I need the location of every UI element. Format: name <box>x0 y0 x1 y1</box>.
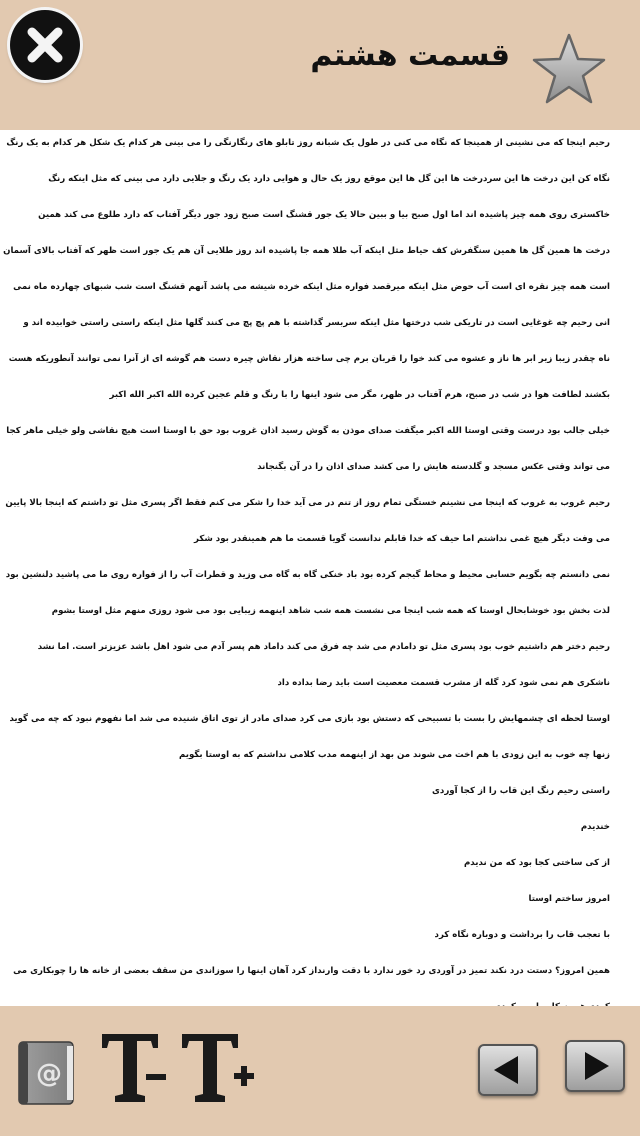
text-line: ناشکری هم نمی شود کرد گله از مشرب قسمت معصیت است باید رضا بداده داد <box>277 678 610 688</box>
triangle-right-icon <box>567 1042 623 1090</box>
text-line: لذت بخش بود خوشابحال اوستا که همه شب اینجا می نشست همه شب شاهد اینهمه زیبایی بود می شود روزی منهم مثل اوستا بشوم <box>51 606 610 616</box>
footer-toolbar <box>0 1006 640 1136</box>
svg-text:@: @ <box>36 1059 62 1089</box>
text-line: رحیم غروب به غروب که اینجا می نشینم خستگی تمام روز از تنم در می آید خدا را شکر می کنم فقط اگر پسری مثل تو داشتم که اینجا بالا پایین <box>5 498 610 508</box>
font-increase-icon[interactable] <box>178 1028 258 1108</box>
text-line: امروز ساختم اوستا <box>528 894 610 904</box>
text-line: با تعجب قاب را برداشت و دوباره نگاه کرد <box>434 930 610 940</box>
text-line: زنها چه خوب به این زودی با هم اخت می شوند من بهد از اینهمه مدب کلامی نداشتم که به اوستا بگویم <box>178 750 610 760</box>
text-line: رحیم اینجا که می نشینی از همینجا که نگاه می کنی در طول یک شبانه روز تابلو های رنگارنگی را می بینی هر کدام یک شکل هر کدام به یک رنگ <box>6 138 610 148</box>
text-line: خاکستری روی همه چیز پاشیده اند اما اول صبح بیا و ببین حالا یک جور قشنگ است صبح زود جور دیگر آفتاب که دارد طلوع می کند همین <box>38 210 610 220</box>
text-line: بکشند لطافت هوا در شب در صبح، هرم آفتاب در ظهر، مگر می شود اینها را با رنگ و قلم عجین کرده الله اکبر الله اکبر <box>109 390 610 400</box>
close-icon <box>10 10 80 80</box>
triangle-left-icon <box>480 1046 536 1094</box>
text-line: است همه چیز نقره ای است آب حوض مثل اینکه میرقصد فواره مثل اینکه خرده شیشه می پاشد آنهم قشنگ است شب شبهای چهارده ماه نمی <box>13 282 610 292</box>
text-line: خندیدم <box>580 822 610 832</box>
text-line: همین امروز؟ دستت درد نکند تمیز در آوردی رد خور ندارد با دقت وارنداز کرد آهان اینها را سوزاندی من سقف بعضی از خانه ها را چوبکاری می <box>13 966 610 976</box>
header-bar <box>0 0 640 130</box>
close-button[interactable] <box>10 10 80 80</box>
story-text <box>0 130 640 1006</box>
text-line: نگاه کن این درخت ها این سردرخت ها این گل ها این موقع روز یک حال و هوایی دارد یک رنگ و جلایی دارد می بینی که مثل اینکه رنگ <box>48 174 610 184</box>
text-line: درخت ها همین گل ها همین سنگفرش کف حیاط مثل اینکه آب طلا همه جا پاشیده اند روز طلایی آن هم یک جور است ظهر که آفتاب بالای آسمان <box>3 246 610 256</box>
text-line: راستی رحیم رنگ این قاب را از کجا آوردی <box>432 786 610 796</box>
next-page-button[interactable] <box>565 1040 625 1092</box>
text-line: می وفت دیگر هیچ غمی نداشتم اما حیف که خدا قابلم ندانست گویا قسمت ما هم همینقدر بود شکر <box>194 534 610 544</box>
text-line: خیلی جالب بود درست وقتی اوستا الله اکبر میگفت صدای موذن به گوش رسید اذان غروب بود حق با اوستا است هیچ نقاشی ولو خیلی ماهر کجا <box>6 426 610 436</box>
text-line: نمی دانستم چه بگویم حسابی محیط و محاط گیجم کرده بود باد خنکی گاه به گاه می وزید و قطرات آب را از فواره روی ما می پاشید دلنشین بود <box>5 570 610 580</box>
text-line: می تواند وقتی عکس مسجد و گلدسته هایش را می کشد صدای اذان را در آن بگنجاند <box>257 462 610 472</box>
bookmark-star-icon[interactable] <box>532 32 606 106</box>
text-line: اوستا لحظه ای چشمهایش را بست با تسبیحی که دستش بود بازی می کرد صدای مادر از توی اتاق شنیده می شد اما نفهوم نبود که چه می گوید <box>9 714 610 724</box>
chapter-title: قسمت هشتم <box>310 38 510 73</box>
address-book-icon[interactable] <box>15 1040 77 1106</box>
previous-page-button[interactable] <box>478 1044 538 1096</box>
text-line: ناه چقدر زیبا زیر ابر ها ناز و عشوه می کند خوا را قربان برم چی ساخته هزار نقاش چیره دست هم گوشه ای از آنرا نمی توانند آنطوریکه هست <box>8 354 610 364</box>
text-line: رحیم دختر هم داشتیم خوب بود پسری مثل تو دامادم می شد چه فرق می کند داماد هم پسر آدم می شود اهل باشد عزیزتر است. اما نشد <box>37 642 610 652</box>
text-line: انی رحیم چه غوغایی است در تاریکی شب درختها مثل اینکه سربسر گذاشته با هم پچ پچ می کنند گلها مثل اینکه راستی راستی خوابیده اند و <box>23 318 610 328</box>
text-line: از کی ساختی کجا بود که من ندیدم <box>464 858 610 868</box>
font-decrease-icon[interactable] <box>98 1028 170 1108</box>
